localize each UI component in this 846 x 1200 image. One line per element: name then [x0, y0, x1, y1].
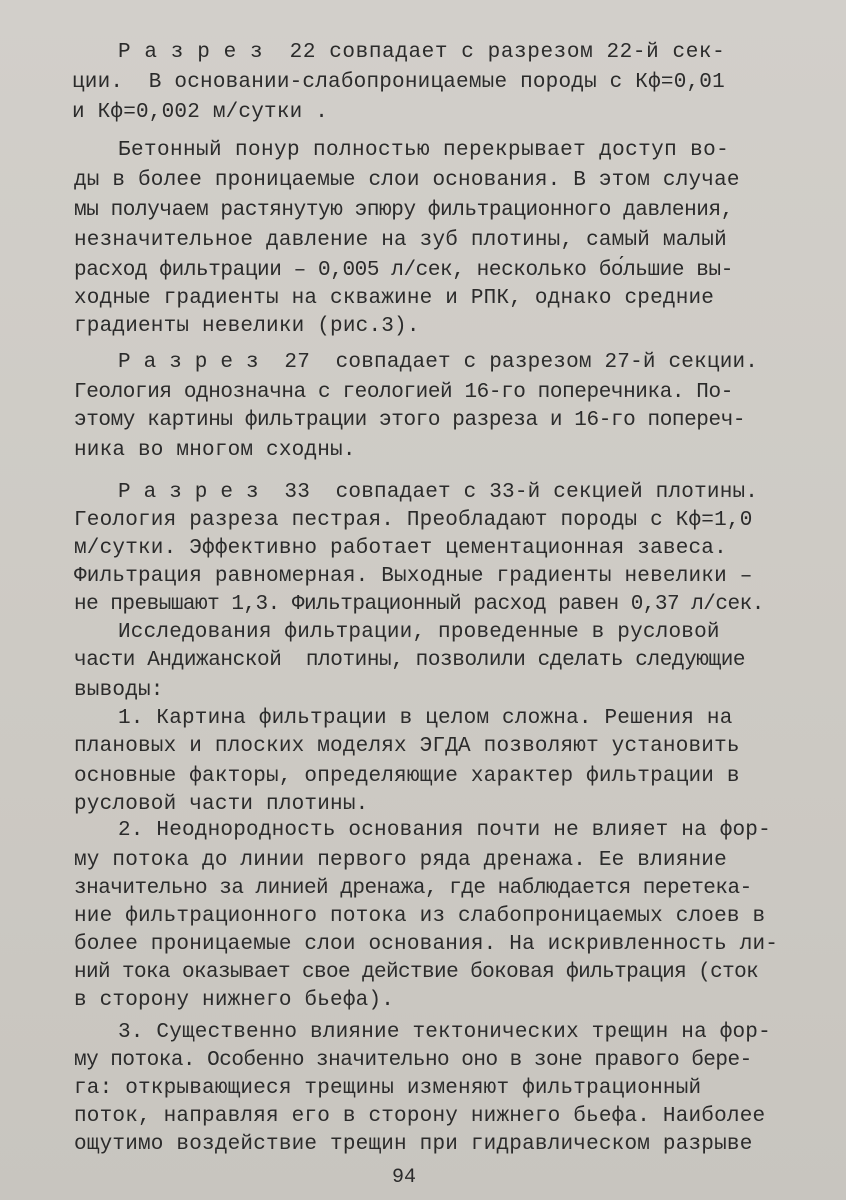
- text-line: ции. В основании-слабопроницаемые породы с Кф=0,01: [72, 71, 725, 94]
- text-line: расход фильтрации – 0,005 л/сек, несколько бо́льшие вы-: [74, 259, 733, 282]
- text-line: поток, направляя его в сторону нижнего бьефа. Наиболее: [74, 1105, 766, 1128]
- text-line: Геология разреза пестрая. Преобладают породы с Кф=1,0: [74, 509, 753, 532]
- text-line: значительно за линией дренажа, где наблюдается перетека-: [74, 877, 752, 900]
- text-line: мы получаем растянутую эпюру фильтрационного давления,: [74, 199, 733, 222]
- text-line: и Кф=0,002 м/сутки .: [72, 101, 329, 124]
- text-line: градиенты невелики (рис.3).: [74, 315, 420, 338]
- text-line: этому картины фильтрации этого разреза и 16-го попереч-: [74, 409, 746, 432]
- text-line: Исследования фильтрации, проведенные в русловой: [118, 621, 720, 644]
- text-line: основные факторы, определяющие характер фильтрации в: [74, 765, 740, 788]
- text-line: Р а з р е з 27 совпадает с разрезом 27-й секции.: [118, 351, 759, 374]
- text-line: Р а з р е з 33 совпадает с 33-й секцией плотины.: [118, 481, 759, 504]
- text-line: ходные градиенты на скважине и РПК, однако средние: [74, 287, 715, 310]
- text-line: русловой части плотины.: [74, 793, 369, 816]
- text-line: ние фильтрационного потока из слабопроницаемых слоев в: [74, 905, 766, 928]
- text-line: части Андижанской плотины, позволили сделать следующие: [74, 649, 746, 672]
- text-line: выводы:: [74, 679, 164, 702]
- text-line: ника во многом сходны.: [74, 439, 356, 462]
- text-line: 3. Существенно влияние тектонических трещин на фор-: [118, 1021, 771, 1044]
- text-line: Р а з р е з 22 совпадает с разрезом 22-й сек-: [118, 41, 726, 64]
- text-line: более проницаемые слои основания. На искривленность ли-: [74, 933, 779, 956]
- text-line: му потока до линии первого ряда дренажа. Ее влияние: [74, 849, 727, 872]
- text-line: 2. Неоднородность основания почти не влияет на фор-: [118, 819, 771, 842]
- text-line: не превышают 1,3. Фильтрационный расход равен 0,37 л/сек.: [74, 593, 764, 616]
- text-line: ощутимо воздействие трещин при гидравлическом разрыве: [74, 1133, 753, 1156]
- text-line: Фильтрация равномерная. Выходные градиенты невелики –: [74, 565, 753, 588]
- text-line: му потока. Особенно значительно оно в зоне правого бере-: [74, 1049, 752, 1072]
- text-line: Бетонный понур полностью перекрывает доступ во-: [118, 139, 730, 162]
- text-line: ний тока оказывает свое действие боковая фильтрация (сток: [74, 961, 759, 984]
- text-line: м/сутки. Эффективно работает цементационная завеса.: [74, 537, 727, 560]
- text-line: га: открывающиеся трещины изменяют фильтрационный: [74, 1077, 702, 1100]
- text-line: плановых и плоских моделях ЭГДА позволяют установить: [74, 735, 740, 758]
- text-line: ды в более проницаемые слои основания. В этом случае: [74, 169, 740, 192]
- text-line: незначительное давление на зуб плотины, самый малый: [74, 229, 727, 252]
- text-line: в сторону нижнего бьефа).: [74, 989, 395, 1012]
- text-line: Геология однозначна с геологией 16-го поперечника. По-: [74, 381, 733, 404]
- text-line: 1. Картина фильтрации в целом сложна. Решения на: [118, 707, 733, 730]
- page-number: 94: [392, 1166, 417, 1189]
